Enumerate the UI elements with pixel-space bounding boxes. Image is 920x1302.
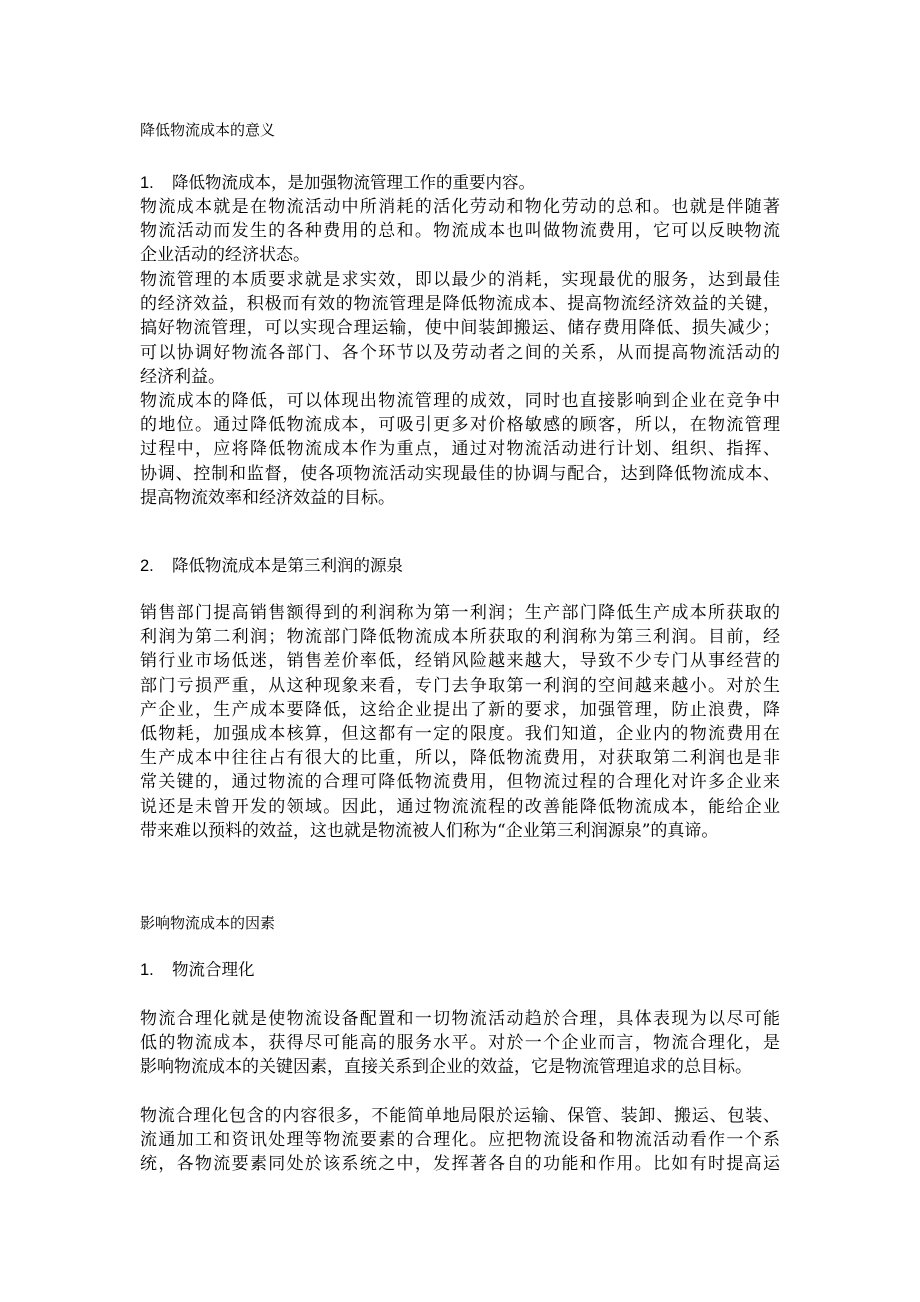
point-heading-text: 物流合理化	[172, 960, 255, 979]
paragraph	[140, 1104, 780, 1177]
paragraph-line: 产企业，生产成本要降低，这给企业提出了新的要求，加强管理，防止浪费，降	[140, 699, 780, 720]
paragraph-line: 影响物流成本的关键因素，直接关系到企业的效益，它是物流管理追求的总目标。	[140, 1057, 752, 1078]
section-title-factors: 影响物流成本的因素	[140, 914, 276, 932]
point-heading-3	[140, 959, 255, 981]
paragraph-line: 物流管理的本质要求就是求实效，即以最少的消耗，实现最优的服务，达到最佳	[140, 270, 780, 290]
point-number: 1.	[140, 174, 154, 192]
paragraph-line: 常关键的，通过物流的合理可降低物流费用，但物流过程的合理化对许多企业来	[140, 772, 780, 793]
paragraph	[140, 601, 780, 843]
paragraph	[140, 268, 780, 389]
point-number: 1.	[140, 961, 154, 979]
point-heading-text: 降低物流成本，是加强物流管理工作的重要内容。	[172, 173, 535, 192]
paragraph-line: 的地位。通过降低物流成本，可吸引更多对价格敏感的顾客，所以，在物流管理	[140, 415, 780, 436]
paragraph-line: 物流合理化包含的内容很多，不能简单地局限於运输、保管、装卸、搬运、包装、	[140, 1106, 780, 1126]
paragraph-line: 低物耗，加强成本核算，但这都有一定的限度。我们知道，企业内的物流费用在	[140, 723, 780, 744]
paragraph-line: 的经济效益，积极而有效的物流管理是降低物流成本、提高物流经济效益的关键，	[140, 294, 780, 315]
section-title-significance: 降低物流成本的意义	[140, 121, 276, 139]
paragraph-line: 部门亏损严重，从这种现象来看，专门去争取第一利润的空间越来越小。对於生	[140, 675, 780, 696]
point-heading-1	[140, 172, 535, 194]
paragraph-line: 统，各物流要素同处於该系统之中，发挥著各自的功能和作用。比如有时提高运	[140, 1154, 780, 1175]
paragraph-line: 销行业市场低迷，销售差价率低，经销风险越来越大，导致不少专门从事经营的	[140, 651, 780, 672]
paragraph	[140, 389, 780, 510]
paragraph-line: 生产成本中往往占有很大的比重，所以，降低物流费用，对获取第二利润也是非	[140, 748, 780, 769]
paragraph-line: 企业活动的经济状态。	[140, 245, 310, 266]
point-heading-text: 降低物流成本是第三利润的源泉	[172, 556, 403, 575]
paragraph-line: 过程中，应将降低物流成本作为重点，通过对物流活动进行计划、组织、指挥、	[140, 439, 780, 460]
point-heading-2	[140, 555, 403, 577]
paragraph-line: 协调、控制和监督，使各项物流活动实现最佳的协调与配合，达到降低物流成本、	[140, 463, 780, 484]
paragraph-line: 提高物流效率和经济效益的目标。	[140, 487, 395, 508]
paragraph-line: 搞好物流管理，可以实现合理运输，使中间装卸搬运、储存费用降低、损失减少；	[140, 318, 780, 339]
paragraph-line: 物流合理化就是使物流设备配置和一切物流活动趋於合理，具体表现为以尽可能	[140, 1009, 780, 1029]
paragraph	[140, 195, 780, 268]
paragraph-line: 物流活动而发生的各种费用的总和。物流成本也叫做物流费用，它可以反映物流	[140, 221, 780, 242]
paragraph-line: 可以协调好物流各部门、各个环节以及劳动者之间的关系，从而提高物流活动的	[140, 342, 780, 363]
paragraph	[140, 1007, 780, 1080]
paragraph-line: 物流成本的降低，可以体现出物流管理的成效，同时也直接影响到企业在竞争中	[140, 391, 780, 411]
paragraph-line: 流通加工和资讯处理等物流要素的合理化。应把物流设备和物流活动看作一个系	[140, 1130, 780, 1151]
paragraph-line: 说还是未曾开发的领域。因此，通过物流流程的改善能降低物流成本，能给企业	[140, 796, 780, 817]
paragraph-line: 带来难以预料的效益，这也就是物流被人们称为“企业第三利润源泉”的真谛。	[140, 820, 719, 841]
paragraph-line: 低的物流成本，获得尽可能高的服务水平。对於一个企业而言，物流合理化，是	[140, 1033, 780, 1054]
paragraph-line: 经济利益。	[140, 366, 225, 387]
paragraph-line: 物流成本就是在物流活动中所消耗的活化劳动和物化劳动的总和。也就是伴随著	[140, 197, 780, 217]
paragraph-line: 利润为第二利润；物流部门降低物流成本所获取的利润称为第三利润。目前，经	[140, 627, 780, 648]
point-number: 2.	[140, 557, 154, 575]
paragraph-line: 销售部门提高销售额得到的利润称为第一利润；生产部门降低生产成本所获取的	[140, 603, 780, 623]
